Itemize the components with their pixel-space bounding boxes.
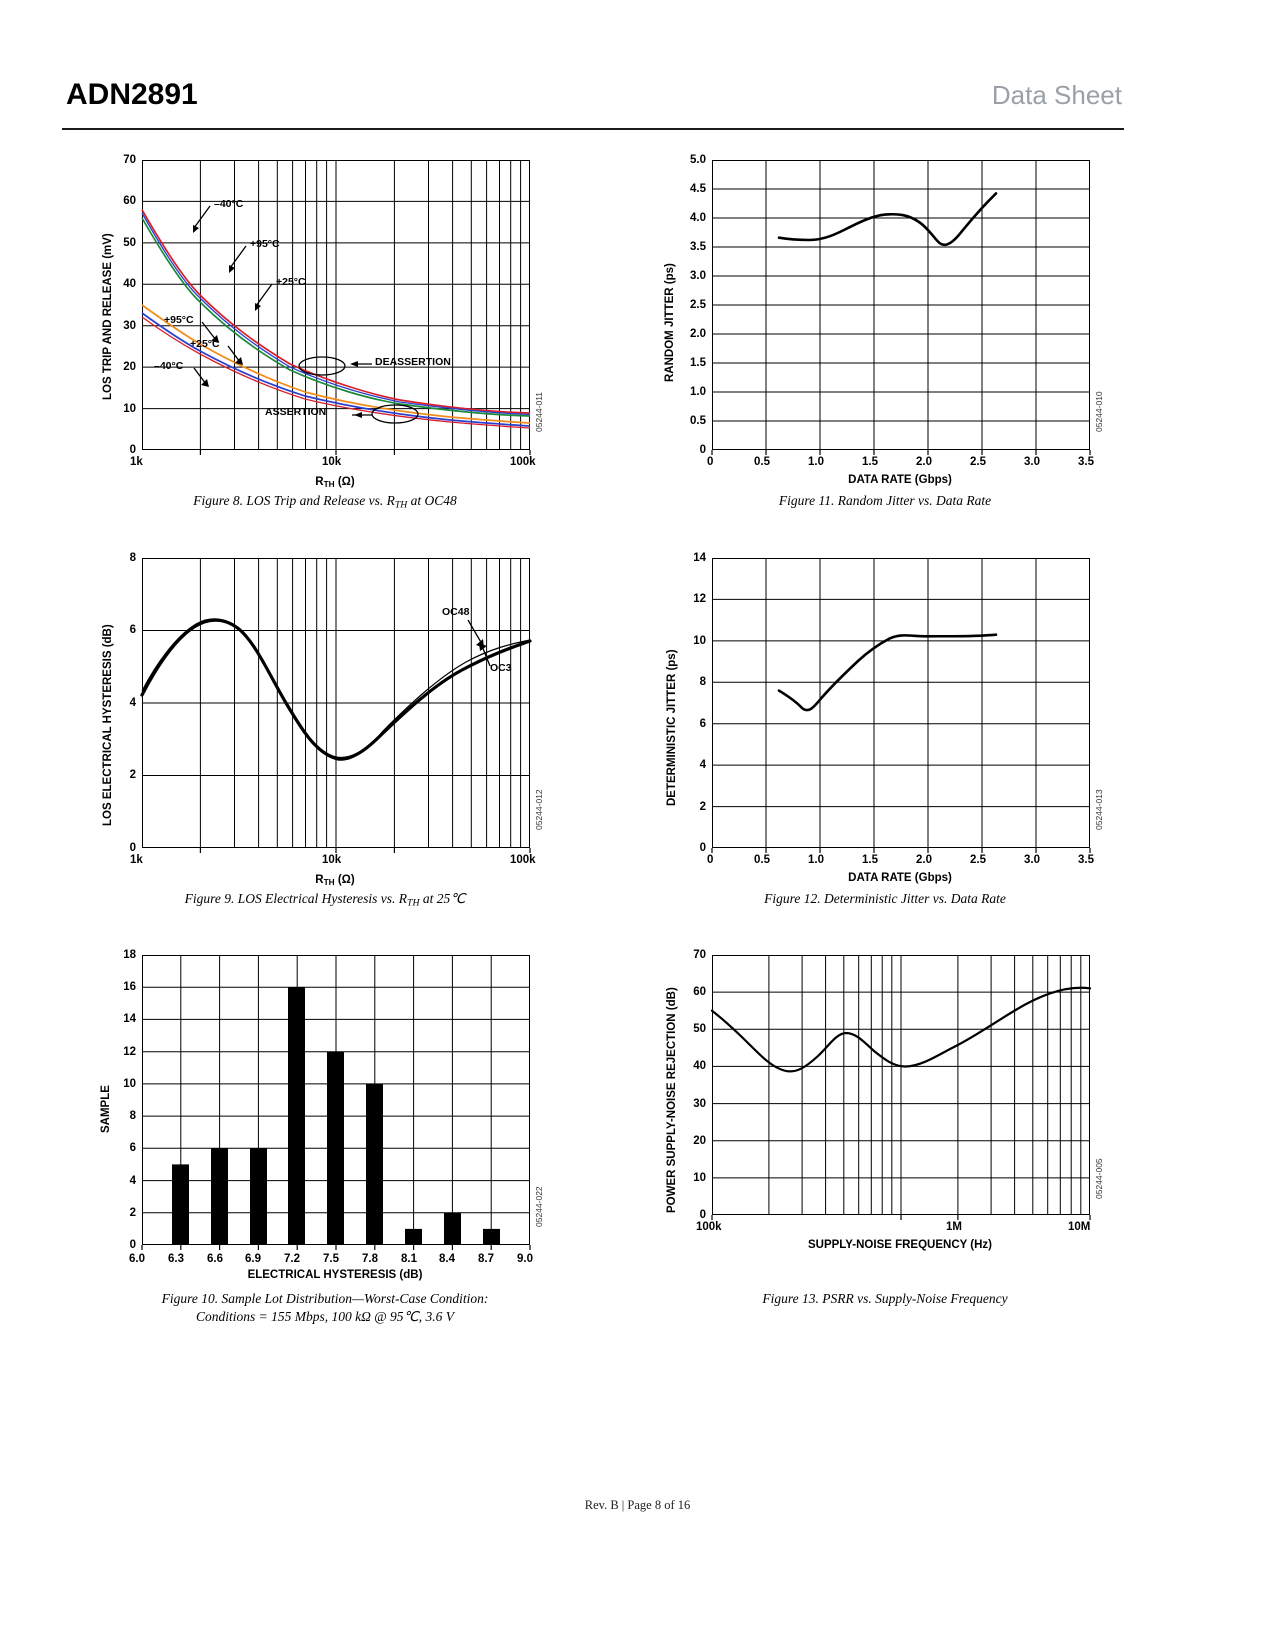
figure-id-code: 05244-022 (534, 1186, 544, 1227)
document-kind-label: Data Sheet (991, 80, 1122, 110)
y-tick-label: 50 (123, 237, 136, 249)
y-tick-label: 10 (123, 1078, 136, 1090)
y-tick-label: 10 (693, 635, 706, 647)
x-axis-title: DATA RATE (Gbps) (848, 474, 952, 486)
x-axis-title-unit: (Ω) (334, 476, 355, 488)
caption-text: Figure 9. LOS Electrical Hysteresis vs. R (184, 891, 408, 906)
figure-9-caption (90, 890, 560, 910)
x-tick-label: 1k (130, 854, 143, 866)
figure-11-plot (650, 150, 1120, 486)
page-header (62, 72, 1124, 130)
figure-id-code: 05244-005 (1094, 1158, 1104, 1199)
annotation-oc48: OC48 (442, 606, 470, 618)
y-tick-label: 40 (693, 1060, 706, 1072)
y-tick-label: 12 (123, 1046, 136, 1058)
y-tick-label: 5.0 (690, 154, 706, 166)
x-axis-title (240, 476, 430, 489)
x-tick-label: 6.9 (245, 1253, 261, 1265)
y-tick-label: 20 (123, 361, 136, 373)
figure-id-code: 05244-011 (534, 391, 544, 432)
x-tick-label: 1.0 (808, 456, 824, 468)
figure-13-caption: Figure 13. PSRR vs. Supply-Noise Frequency (762, 1291, 1008, 1306)
x-axis-title: SUPPLY-NOISE FREQUENCY (Hz) (807, 1239, 993, 1251)
y-tick-label: 60 (123, 195, 136, 207)
y-tick-label: 1.5 (690, 357, 706, 369)
caption-text: Figure 8. LOS Trip and Release vs. R (193, 493, 395, 508)
figure-9-graphics (90, 548, 560, 868)
x-tick-label: 2.5 (970, 854, 986, 866)
annotation-oc3: OC3 (490, 662, 512, 674)
figure-10-plot (90, 945, 560, 1285)
y-tick-label: 20 (693, 1135, 706, 1147)
x-tick-label: 2.0 (916, 456, 932, 468)
figure-id-code: 05244-010 (1094, 391, 1104, 432)
x-tick-label: 7.8 (362, 1253, 378, 1265)
figure-12-plot (650, 548, 1120, 884)
x-axis-title-main: R (315, 874, 324, 886)
y-tick-label: 50 (693, 1023, 706, 1035)
y-tick-label: 30 (123, 320, 136, 332)
y-tick-label: 30 (693, 1098, 706, 1110)
y-tick-label: 4.0 (690, 212, 706, 224)
x-tick-label: 1k (130, 456, 143, 468)
y-tick-label: 2 (699, 801, 706, 813)
caption-subscript: TH (407, 897, 420, 909)
annotation-minus40-assert: –40°C (154, 360, 184, 372)
annotation-plus25-assert: +25°C (190, 338, 220, 350)
annotation-plus25-deassert: +25°C (276, 276, 306, 288)
y-tick-label: 12 (693, 593, 706, 605)
x-axis-title-subscript: TH (323, 480, 335, 490)
x-tick-label: 9.0 (517, 1253, 533, 1265)
y-axis-title: LOS TRIP AND RELEASE (mV) (102, 233, 114, 400)
y-tick-label: 10 (693, 1172, 706, 1184)
x-tick-label: 0.5 (754, 456, 770, 468)
figure-9-plot (90, 548, 560, 888)
figure-8-plot (90, 150, 560, 490)
figure-id-code: 05244-012 (534, 789, 544, 830)
x-tick-label: 100k (696, 1221, 722, 1233)
y-tick-label: 70 (123, 154, 136, 166)
y-tick-label: 0 (699, 444, 706, 456)
figure-11 (650, 150, 1120, 520)
figure-8-graphics (90, 150, 560, 470)
y-axis-title: DETERMINISTIC JITTER (ps) (666, 649, 678, 806)
figure-12-graphics (650, 548, 1120, 868)
caption-tail: at 25℃ (419, 891, 466, 906)
y-tick-label: 2 (129, 769, 136, 781)
x-tick-label: 1.5 (862, 854, 878, 866)
figure-8-caption (90, 492, 560, 512)
y-tick-label: 60 (693, 986, 706, 998)
figure-id-code: 05244-013 (1094, 789, 1104, 830)
x-tick-label: 6.3 (168, 1253, 184, 1265)
x-tick-label: 8.7 (478, 1253, 494, 1265)
figure-9 (90, 548, 560, 928)
caption-subscript: TH (394, 499, 408, 511)
x-tick-label: 1M (946, 1221, 962, 1233)
y-tick-label: 14 (123, 1013, 136, 1025)
y-tick-label: 4 (699, 759, 706, 771)
figure-10-caption (90, 1290, 560, 1326)
y-tick-label: 40 (123, 278, 136, 290)
annotation-plus95-deassert: +95°C (250, 238, 280, 250)
page-title: ADN2891 (66, 78, 198, 111)
annotation-assertion: ASSERTION (265, 406, 327, 418)
x-axis-title-main: R (315, 476, 324, 488)
x-tick-label: 100k (510, 854, 536, 866)
x-tick-label: 6.6 (207, 1253, 223, 1265)
figure-12 (650, 548, 1120, 928)
x-tick-label: 0.5 (754, 854, 770, 866)
x-axis-title: ELECTRICAL HYSTERESIS (dB) (247, 1269, 423, 1281)
x-tick-label: 10k (322, 456, 342, 468)
y-tick-label: 0 (129, 842, 136, 854)
annotation-plus95-assert: +95°C (164, 314, 194, 326)
y-axis-title: SAMPLE (100, 1085, 112, 1133)
figure-11-caption: Figure 11. Random Jitter vs. Data Rate (778, 493, 992, 508)
y-tick-label: 0 (129, 1239, 136, 1251)
x-tick-label: 8.4 (439, 1253, 455, 1265)
figure-13-plot (650, 945, 1120, 1265)
y-tick-label: 4 (129, 1175, 136, 1187)
x-axis-title-unit: (Ω) (334, 874, 355, 886)
x-tick-label: 8.1 (401, 1253, 417, 1265)
y-tick-label: 0 (699, 1209, 706, 1221)
x-tick-label: 3.0 (1024, 456, 1040, 468)
annotation-deassertion: DEASSERTION (375, 356, 451, 368)
figure-12-caption: Figure 12. Deterministic Jitter vs. Data Rate (764, 891, 1006, 906)
x-tick-label: 3.0 (1024, 854, 1040, 866)
y-tick-label: 3.5 (690, 241, 706, 253)
y-tick-label: 6 (699, 718, 706, 730)
page-footer: Rev. B | Page 8 of 16 (584, 1498, 691, 1512)
y-tick-label: 14 (693, 552, 706, 564)
x-tick-label: 3.5 (1078, 456, 1094, 468)
y-tick-label: 70 (693, 949, 706, 961)
y-tick-label: 10 (123, 403, 136, 415)
y-tick-label: 4 (129, 697, 136, 709)
y-tick-label: 0.5 (690, 415, 706, 427)
figure-10-graphics (90, 945, 560, 1290)
x-axis-title-subscript: TH (323, 878, 335, 888)
figure-13-graphics (650, 945, 1120, 1265)
x-tick-label: 3.5 (1078, 854, 1094, 866)
y-tick-label: 16 (123, 981, 136, 993)
x-tick-label: 0 (707, 456, 714, 468)
y-tick-label: 0 (129, 444, 136, 456)
figure-11-graphics (650, 150, 1120, 470)
x-tick-label: 6.0 (129, 1253, 145, 1265)
y-tick-label: 6 (129, 1142, 136, 1154)
x-tick-label: 1.5 (862, 456, 878, 468)
y-axis-title: RANDOM JITTER (ps) (664, 263, 676, 382)
figure-10 (90, 945, 560, 1345)
y-tick-label: 1.0 (690, 386, 706, 398)
annotation-minus40-deassert: –40°C (214, 198, 244, 210)
y-tick-label: 8 (699, 676, 706, 688)
caption-tail: at OC48 (407, 493, 457, 508)
y-tick-label: 2.0 (690, 328, 706, 340)
x-axis-title: DATA RATE (Gbps) (848, 872, 952, 884)
x-tick-label: 2.0 (916, 854, 932, 866)
figure-13 (650, 945, 1120, 1345)
y-tick-label: 2 (129, 1207, 136, 1219)
y-axis-title: LOS ELECTRICAL HYSTERESIS (dB) (102, 624, 114, 826)
x-tick-label: 1.0 (808, 854, 824, 866)
y-tick-label: 8 (129, 1110, 136, 1122)
caption-line-2: Conditions = 155 Mbps, 100 kΩ @ 95℃, 3.6 V (196, 1309, 454, 1325)
x-tick-label: 10k (322, 854, 342, 866)
x-tick-label: 2.5 (970, 456, 986, 468)
x-axis-title (240, 874, 430, 887)
y-tick-label: 0 (699, 842, 706, 854)
x-tick-label: 7.2 (284, 1253, 300, 1265)
figure-8 (90, 150, 560, 520)
x-tick-label: 100k (510, 456, 536, 468)
y-tick-label: 2.5 (690, 299, 706, 311)
y-tick-label: 6 (129, 624, 136, 636)
caption-line-1: Figure 10. Sample Lot Distribution—Worst-Case Condition: (161, 1291, 489, 1306)
x-tick-label: 0 (707, 854, 714, 866)
y-tick-label: 18 (123, 949, 136, 961)
y-tick-label: 3.0 (690, 270, 706, 282)
y-tick-label: 4.5 (690, 183, 706, 195)
x-tick-label: 7.5 (323, 1253, 339, 1265)
x-tick-label: 10M (1068, 1221, 1091, 1233)
y-tick-label: 8 (129, 552, 136, 564)
y-axis-title: POWER SUPPLY-NOISE REJECTION (dB) (666, 987, 678, 1213)
